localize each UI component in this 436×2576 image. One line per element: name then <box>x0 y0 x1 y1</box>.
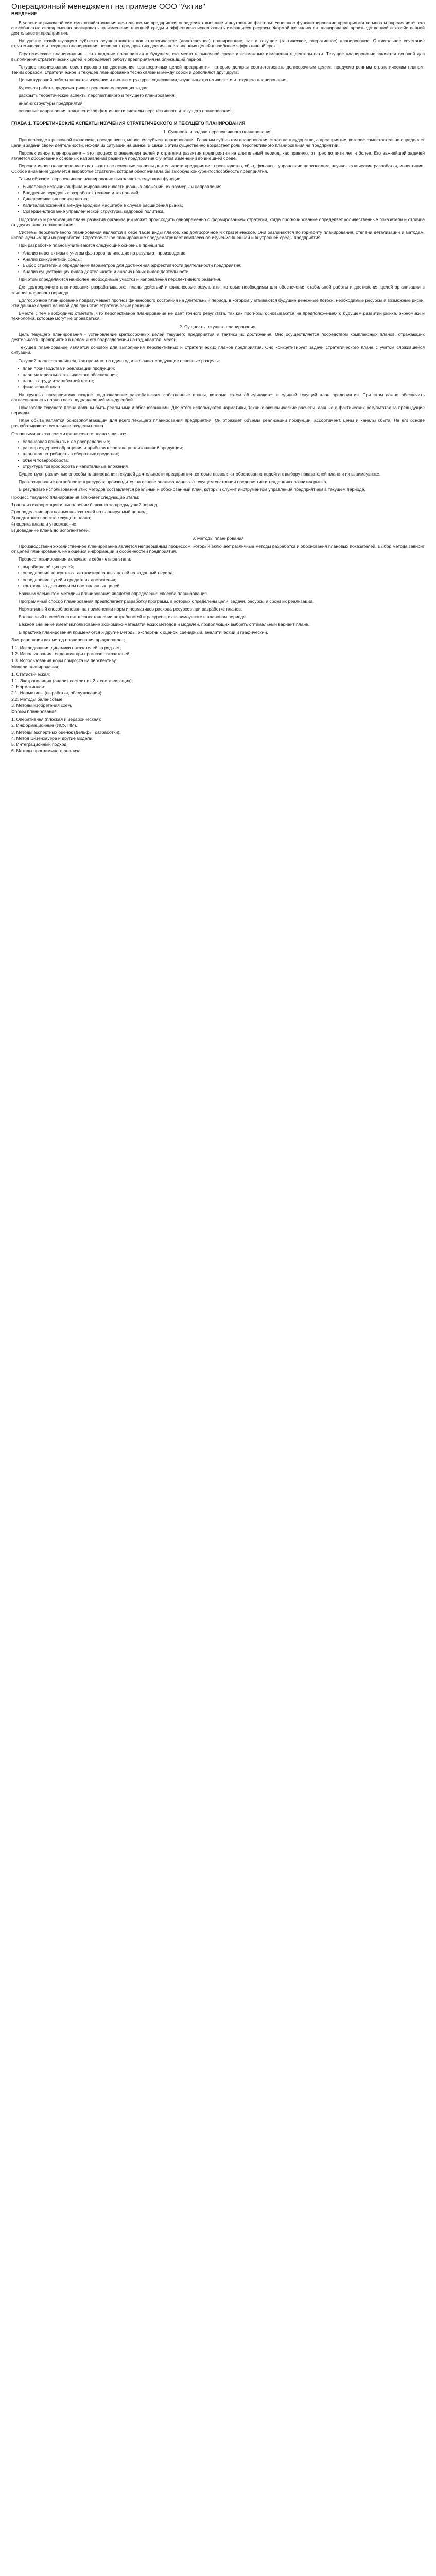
paragraph: Производственно-хозяйственное планирование является непрерывным процессом, который включает различные методы разработки и обоснования плановых показателей. Выбор метода зависит от целей планирования, имеющейся информации и особенностей предприятия. <box>11 544 425 554</box>
list-item: • план материально-технического обеспечения; <box>23 372 425 377</box>
section-1-2-title: 2. Сущность текущего планирования. <box>179 324 257 330</box>
paragraph: Стратегическое планирование – это видение предприятия в будущем, его место в рыночной среде и возможные изменения в деятельности. Текущее планирование является основой для выполнения стратегических целей и определяет работу предприятия на ближайший период. <box>11 51 425 62</box>
list-item: 3. Методы изобретения схем. <box>11 703 72 708</box>
paragraph: Подготовка и реализация плана развития организации может происходить одновременно с формированием стратегии, когда прогнозирование определяет количественные показатели и отличие от других видов планирования. <box>11 216 425 227</box>
paragraph: Процесс планирования включает в себя четыре этапа: <box>19 556 131 562</box>
list-item: • плановая потребность в оборотных средствах; <box>23 451 425 456</box>
list-item: • Совершенствование управленческой структуры, кадровой политики. <box>23 209 425 214</box>
list-item: 6. Методы программного анализа. <box>11 748 82 753</box>
paragraph: В результате использования этих методов составляется реальный и обоснованный план, который служит инструментом управления предприятием в текущем периоде. <box>19 487 365 493</box>
list-item: 1.1. Исследования динамики показателей за ряд лет; <box>11 645 121 651</box>
section-1-3-text <box>11 544 425 562</box>
list-item: 3) подготовка проекта текущего плана; <box>11 515 91 520</box>
paragraph: Нормативный способ основан на применении норм и нормативов расхода ресурсов при разработке планов. <box>19 606 242 612</box>
paragraph: Программный способ планирования предполагает разработку программ, в которых определены цели, задачи, ресурсы и сроки их реализации. <box>19 598 314 604</box>
stages-intro: Процесс текущего планирования включает следующие этапы: <box>11 495 139 500</box>
paragraph: раскрыть теоретические аспекты перспективного и текущего планирования; <box>19 93 176 98</box>
list-item: 1.3. Использования норм прироста на перспективу. <box>11 657 117 663</box>
list-item: • план производства и реализации продукции; <box>23 366 425 371</box>
models-intro: Модели планирования: <box>11 664 59 669</box>
financial-plan-intro: Основными показателями финансового плана являются: <box>11 431 129 436</box>
section-1-1-title: 1. Сущность и задачи перспективного планирования. <box>163 129 273 135</box>
section-1-1-principles <box>11 250 425 274</box>
list-item: 4) оценка плана и утверждение; <box>11 521 78 527</box>
section-1-3-text-2 <box>11 591 425 635</box>
list-item: • размер издержек обращения и прибыли в составе реализованной продукции; <box>23 445 425 450</box>
planning-steps-list <box>11 564 425 588</box>
list-item: • определение конкретных, детализированных целей на заданный период; <box>23 570 425 575</box>
paragraph: Текущий план составляется, как правило, на один год и включает следующие основные разделы: <box>19 358 220 363</box>
paragraph: В практике планирования применяются и другие методы: экспертных оценок, сценарный, аналитический и графический. <box>19 630 268 635</box>
list-item: • Капиталовложения в международном масштабе в случае расширения рынка; <box>23 202 425 208</box>
paragraph: На крупных предприятиях каждое подразделение разрабатывает собственные планы, которые затем объединяются в единый текущий план предприятия. При этом важно обеспечить согласованность планов всех подразделений между собой. <box>11 392 425 403</box>
stages-list <box>11 502 425 532</box>
paragraph: Системы перспективного планирования являются в себе такие виды планов, как долгосрочное и стратегическое. Они различаются по горизонту планирования, степени детализации и методам, используемым при их разработке. Стратегическое планирование предусматривает комплексное изучение внешней и внутренней среды предприятия. <box>11 229 425 240</box>
paragraph: Целью курсовой работы является изучение и анализ структуры, содержания, изучения стратегического и текущего планирования. <box>19 77 288 82</box>
forms-intro: Формы планирования: <box>11 709 58 715</box>
paragraph: Перспективное планирование охватывает все основные стороны деятельности предприятия: производство, сбыт, финансы, управление персоналом, научно-технические разработки, инвестиции. Особое внимание уделяется выработке стратегии, которая обеспечивала бы высокую конкурентоспособность предприятия. <box>11 163 425 174</box>
list-item: 1) анализ информации и выполнение бюджета за предыдущий период; <box>11 502 159 508</box>
list-item: • Выделение источников финансирования инвестиционных вложений, их размеры и направления; <box>23 184 425 189</box>
paragraph: Перспективное планирование – это процесс определения целей и стратегии развития предприятия на длительный период, как правило, от трех до пяти лет и более. Его важнейшей задачей является обоснование основных направлений развития предприятия с учетом изменений во внешней среде. <box>11 150 425 161</box>
section-1-1-text-3 <box>11 277 425 321</box>
list-item: 2. Нормативная: <box>11 684 45 689</box>
paragraph: При переходе к рыночной экономике, прежде всего, меняется субъект планирования. Главным субъектом планирования стало не государство, а предприятие, которое самостоятельно определяет цели и задачи своей деятельности, исходя из ситуации на рынке. В связи с этим существенно возрастает роль перспективного планирования на предприятии. <box>11 137 425 148</box>
list-item: • Анализ перспективы с учетом факторов, влияющих на результат производства; <box>23 250 425 256</box>
document-title: Операционный менеджмент на примере ООО "Актив" <box>11 2 205 11</box>
list-item: • балансовая прибыль и ее распределение; <box>23 439 425 444</box>
paragraph: анализ структуры предприятия; <box>19 100 84 106</box>
list-item: • Внедрение передовых разработок техники и технологий; <box>23 190 425 195</box>
section-1-2-plan-sections <box>11 366 425 389</box>
section-1-1-text-2 <box>11 217 425 248</box>
list-item: • Анализ существующих видов деятельности и анализ новых видов деятельности. <box>23 269 425 274</box>
financial-plan-list <box>11 439 425 469</box>
paragraph: План сбыта является основополагающим для всего текущего планирования предприятия. Он отражает объемы реализации продукции, ассортимент, цены и каналы сбыта. На его основе разрабатываются остальные разделы плана. <box>11 418 425 429</box>
paragraph: Курсовая работа предусматривает решение следующих задач: <box>19 84 149 90</box>
list-item: 1. Статистическая; <box>11 671 50 677</box>
paragraph: Вместе с тем необходимо отметить, что перспективное планирование не дает точного результата, так как прогнозы основываются на предположениях о будущем развитии рынка, экономики и технологий, которые могут не оправдаться. <box>11 310 425 321</box>
list-item: • Диверсификация производства; <box>23 196 425 201</box>
list-item: 2. Информационные (ИСУ, ПМ). <box>11 723 77 728</box>
list-item: 1.2. Использования тенденции при прогнозе показателей; <box>11 651 131 657</box>
intro-heading: ВВЕДЕНИЕ <box>11 11 38 16</box>
list-item: • выработка общих целей; <box>23 564 425 569</box>
list-item: • структура товарооборота и капитальные вложения. <box>23 464 425 469</box>
paragraph: основные направления повышения эффективности системы перспективного и текущего планирования. <box>19 108 233 114</box>
list-item: 1.1. Экстраполяция (анализ состоит из 2-х составляющих); <box>11 677 133 683</box>
section-1-1-text <box>11 137 425 181</box>
paragraph: На уровне хозяйствующего субъекта осуществляется как стратегическое (долгосрочное) планирование, так и текущее (тактическое, оперативное) планирование. Оптимальное сочетание стратегического и текущего планирования позволяет предприятию достичь поставленных целей в наиболее эффективный срок. <box>11 38 425 49</box>
paragraph: Для долгосрочного планирования разрабатываются планы действий и финансовые результаты, которые необходимы для обеспечения стабильной работы и достижения целей организации в течение планового периода. <box>11 284 425 295</box>
intro-section <box>11 20 425 113</box>
list-item: • Выбор стратегии и определение параметров для достижения эффективности деятельности предприятия; <box>23 263 425 268</box>
paragraph: Долгосрочное планирование подразумевает прогноз финансового состояния на длительный период, в котором учитываются будущие денежные потоки, необходимые ресурсы и возможные риски. Эти данные служат основой для принятия стратегических решений. <box>11 297 425 308</box>
paragraph: Показатели текущего плана должны быть реальными и обоснованными. Для этого используются нормативы, технико-экономические расчеты, данные о фактических результатах за предыдущие периоды. <box>11 405 425 416</box>
list-item: • Анализ конкурентной среды; <box>23 257 425 262</box>
list-item: • определение путей и средств их достижения; <box>23 577 425 582</box>
paragraph: Текущее планирование ориентировано на достижение краткосрочных целей предприятия, которые должны соответствовать долгосрочным целям, предусмотренным стратегическим планом. Таким образом, стратегическое и текущее планирование тесно связаны между собой и дополняют друг друга. <box>11 64 425 75</box>
list-item: 2.2. Методы балансовые; <box>11 697 64 702</box>
section-1-2-text-2 <box>11 392 425 429</box>
list-item: • контроль за достижением поставленных целей. <box>23 583 425 588</box>
list-item: 3. Методы экспертных оценок (Дельфы, разработки); <box>11 729 121 735</box>
list-item: • план по труду и заработной плате; <box>23 378 425 383</box>
paragraph: Важным элементом методики планирования является определение способа планирования. <box>19 590 208 596</box>
list-item: 2) определение прогнозных показателей на планируемый период; <box>11 509 148 514</box>
list-item: • объем товарооборота; <box>23 457 425 463</box>
models-list <box>11 672 425 708</box>
section-1-1-functions <box>11 184 425 214</box>
paragraph: Цель текущего планирования - установление краткосрочных целей текущего предприятия и тактики их достижения. Оно осуществляется посредством комплексных планов, отражающих деятельность предприятия в целом и его подразделений на год, квартал, месяц. <box>11 332 425 343</box>
list-item: • финансовый план. <box>23 384 425 389</box>
paragraph: В условиях рыночной системы хозяйствования деятельностью предприятия определяют внешние и внутренние факторы. Успешное функционирование предприятия во многом определяется его способностью своевременно реагировать на изменения внешней среды и эффективно использовать имеющиеся ресурсы. Формой же являются планирование производственной и хозяйственной деятельности предприятия. <box>11 20 425 36</box>
section-1-2-text-3 <box>11 471 425 492</box>
section-1-2-text <box>11 332 425 363</box>
paragraph: При этом определяются наиболее необходимые участки и направления перспективного развития. <box>19 277 221 282</box>
list-item: 1. Оперативная (плоская и иерархическая); <box>11 717 101 722</box>
extrapolation-list <box>11 645 425 663</box>
forms-list <box>11 717 425 753</box>
list-item: 2.1. Нормативы (выработки, обслуживания); <box>11 690 103 696</box>
extrapolation-intro: Экстраполяция как метод планирования предполагает: <box>11 637 125 643</box>
list-item: 5) доведение плана до исполнителей. <box>11 527 90 533</box>
paragraph: Балансовый способ состоит в сопоставлении потребностей и ресурсов, их взаимоувязке в плановом периоде. <box>19 614 247 619</box>
paragraph: Важное значение имеет использование экономико-математических методов и моделей, позволяющих выбрать оптимальный вариант плана. <box>19 622 310 628</box>
paragraph: Прогнозирование потребности в ресурсах производится на основе анализа данных о текущем состоянии предприятия и тенденциях развития рынка. <box>19 479 327 485</box>
list-item: 5. Интеграционный подход; <box>11 741 68 747</box>
section-1-3-title: 3. Методы планирования <box>192 535 244 541</box>
paragraph: Текущее планирование является основой для выполнения перспективных и стратегических планов предприятия. Оно конкретизирует задачи стратегического плана с учетом сложившейся ситуации. <box>11 345 425 355</box>
paragraph: При разработке планов учитываются следующие основные принципы: <box>19 242 164 248</box>
chapter-1-title: ГЛАВА 1. ТЕОРЕТИЧЕСКИЕ АСПЕКТЫ ИЗУЧЕНИЯ СТРАТЕГИЧЕСКОГО И ТЕКУЩЕГО ПЛАНИРОВАНИЯ <box>11 121 246 126</box>
list-item: 4. Метод Эйзенхауэра и другие модели; <box>11 735 94 741</box>
paragraph: Таким образом, перспективное планирование выполняет следующие функции: <box>19 176 182 181</box>
paragraph: Существуют различные способы планирования текущей деятельности предприятия, которые позволяют обоснованно подойти к выбору показателей плана и их взаимоувязке. <box>19 471 381 477</box>
